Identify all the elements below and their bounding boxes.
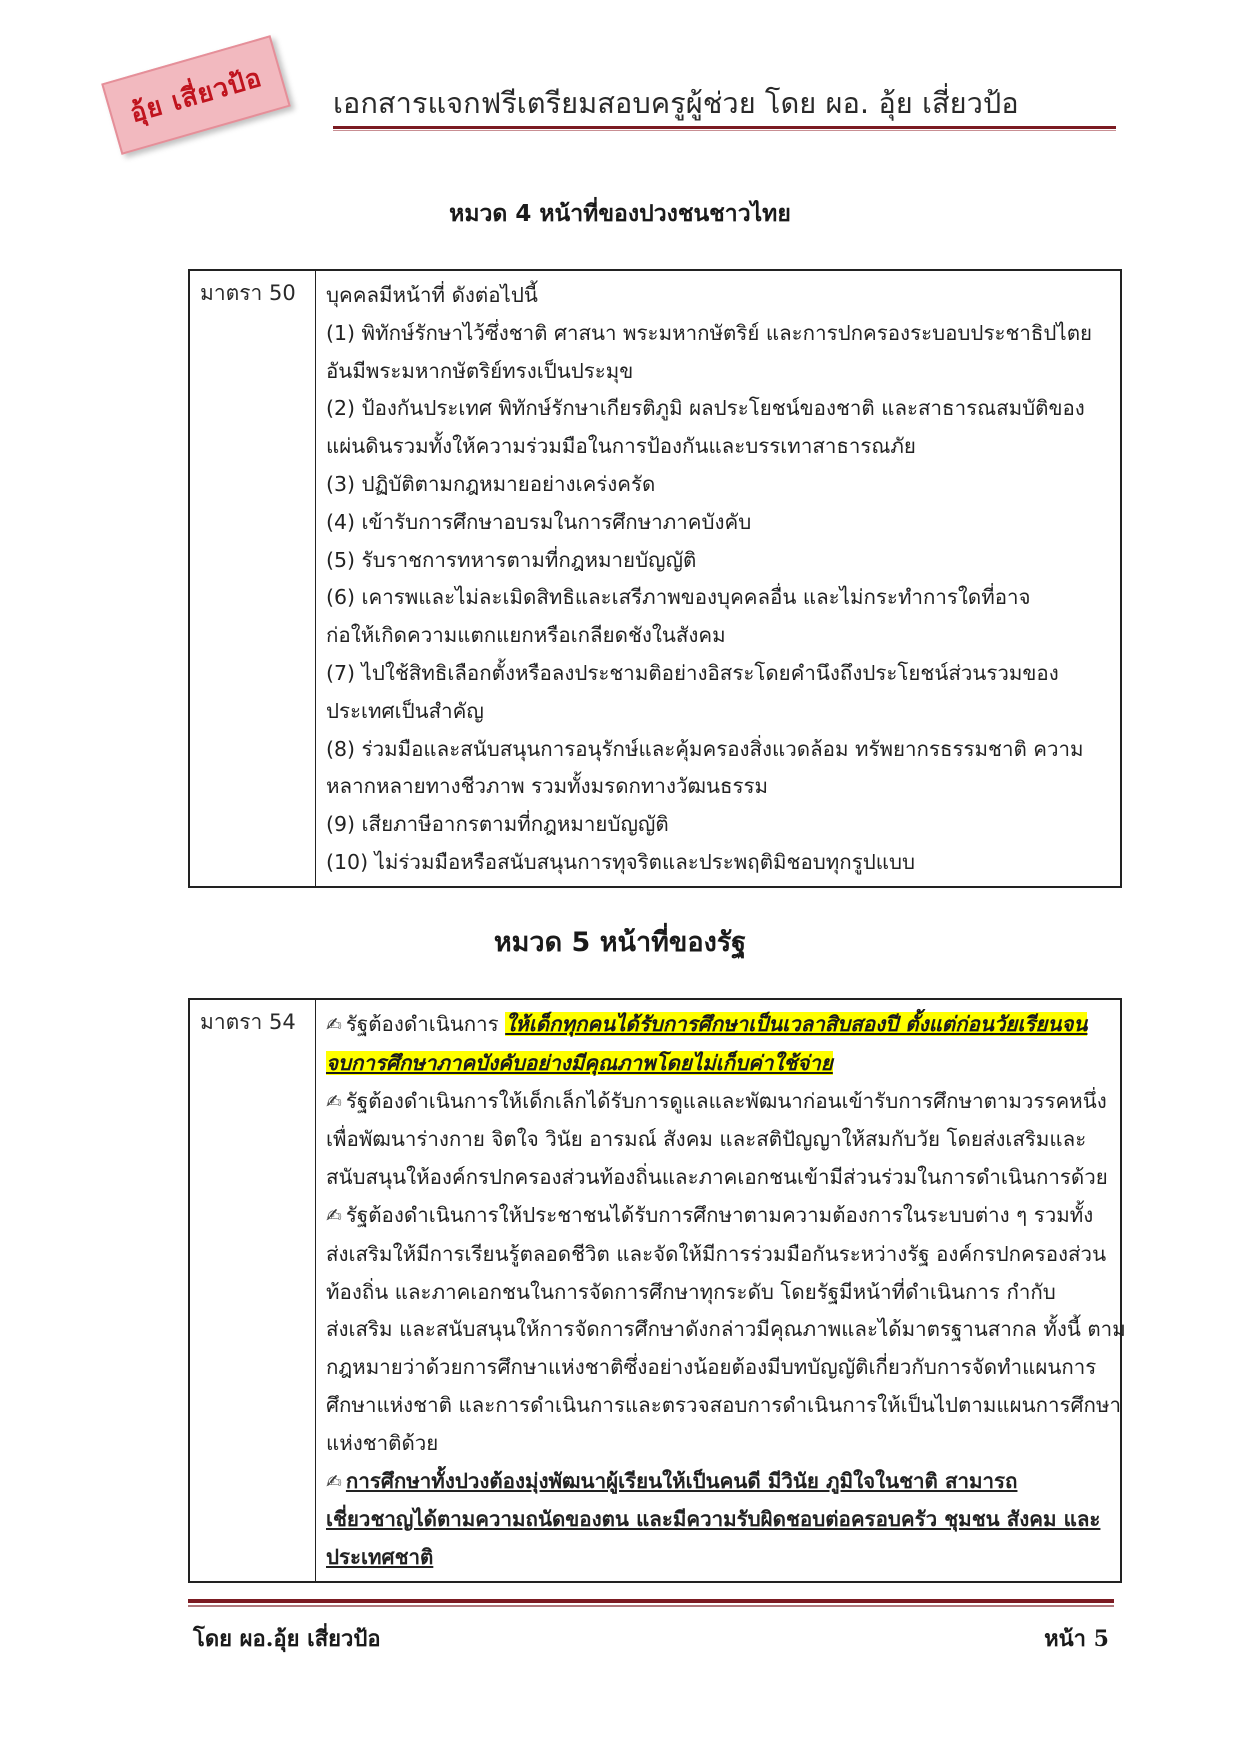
article-54-line: ส่งเสริมให้มีการเรียนรู้ตลอดชีวิต และจัดให้มีการร่วมมือกันระหว่างรัฐ องค์กรปกครองส่วน — [326, 1241, 1107, 1266]
article-54-text: รัฐต้องดำเนินการให้เด็กเล็กได้รับการดูแลและพัฒนาก่อนเข้ารับการศึกษาตามวรรคหนึ่ง — [345, 1088, 1107, 1113]
footer-rule-thin — [188, 1605, 1114, 1607]
article-54-emphasis: การศึกษาทั้งปวงต้องมุ่งพัฒนาผู้เรียนให้เป็นคนดี มีวินัย ภูมิใจในชาติ สามารถ — [345, 1468, 1018, 1493]
page-number: หน้า 5 — [1044, 1626, 1109, 1652]
pen-icon: ✍ — [326, 1204, 342, 1227]
footer-rule — [188, 1599, 1114, 1603]
stamp-logo — [101, 35, 291, 155]
article-50-line: อันมีพระมหากษัตริย์ทรงเป็นประมุข — [326, 358, 634, 383]
article-50-line: (3) ปฏิบัติตามกฎหมายอย่างเคร่งครัด — [326, 471, 656, 496]
article-50-line: (8) ร่วมมือและสนับสนุนการอนุรักษ์และคุ้มครองสิ่งแวดล้อม ทรัพยากรธรรมชาติ ความ — [326, 736, 1084, 761]
article-54-line — [326, 1197, 1110, 1236]
article-54-line — [326, 1463, 1110, 1502]
article-50-line: แผ่นดินรวมทั้งให้ความร่วมมือในการป้องกันและบรรเทาสาธารณภัย — [326, 434, 916, 459]
article-50-line: (5) รับราชการทหารตามที่กฎหมายบัญญัติ — [326, 547, 697, 572]
article-54-line: ส่งเสริม และสนับสนุนให้การจัดการศึกษาดังกล่าวมีคุณภาพและได้มาตรฐานสากล ทั้งนี้ ตาม — [326, 1317, 1126, 1342]
pen-icon: ✍ — [326, 1014, 342, 1036]
section-4-table — [188, 269, 1122, 888]
article-54-line: กฎหมายว่าด้วยการศึกษาแห่งชาติซึ่งอย่างน้อยต้องมีบทบัญญัติเกี่ยวกับการจัดทำแผนการ — [326, 1355, 1097, 1380]
article-54-body — [316, 999, 1126, 1582]
header-rule — [333, 126, 1116, 129]
section-5-table — [188, 998, 1126, 1583]
article-50-line: ก่อให้เกิดความแตกแยกหรือเกลียดชังในสังคม — [326, 623, 726, 648]
article-50-line: (1) พิทักษ์รักษาไว้ซึ่งชาติ ศาสนา พระมหากษัตริย์ และการปกครองระบอบประชาธิปไตย — [326, 320, 1093, 345]
article-54-line: เพื่อพัฒนาร่างกาย จิตใจ วินัย อารมณ์ สังคม และสติปัญญาให้สมกับวัย โดยส่งเสริมและ — [326, 1127, 1087, 1152]
article-50-line: (9) เสียภาษีอากรตามที่กฎหมายบัญญัติ — [326, 812, 669, 837]
article-54-line — [326, 1006, 1110, 1045]
article-54-line — [326, 1045, 1110, 1083]
article-54-line: เชี่ยวชาญได้ตามความถนัดของตน และมีความรับผิดชอบต่อครอบครัว ชุมชน สังคม และ — [326, 1507, 1101, 1532]
article-54-line: ศึกษาแห่งชาติ และการดำเนินการและตรวจสอบการดำเนินการให้เป็นไปตามแผนการศึกษา — [326, 1392, 1121, 1417]
article-50-line: (7) ไปใช้สิทธิเลือกตั้งหรือลงประชามติอย่างอิสระโดยคำนึงถึงประโยชน์ส่วนรวมของ — [326, 660, 1059, 685]
article-54-line — [326, 1083, 1110, 1122]
article-50-line: (4) เข้ารับการศึกษาอบรมในการศึกษาภาคบังคับ — [326, 509, 752, 534]
highlighted-text: ให้เด็กทุกคนได้รับการศึกษาเป็นเวลาสิบสองปี ตั้งแต่ก่อนวัยเรียนจน — [505, 1012, 1088, 1036]
article-50-line: ประเทศเป็นสำคัญ — [326, 698, 484, 723]
highlighted-text: จบการศึกษาภาคบังคับอย่างมีคุณภาพโดยไม่เก็บค่าใช้จ่าย — [326, 1050, 833, 1075]
article-50-line: บุคคลมีหน้าที่ ดังต่อไปนี้ — [326, 283, 538, 307]
article-54-line: แห่งชาติด้วย — [326, 1430, 439, 1455]
article-54-line: สนับสนุนให้องค์กรปกครองส่วนท้องถิ่นและภาคเอกชนเข้ามีส่วนร่วมในการดำเนินการด้วย — [326, 1165, 1108, 1190]
article-50-line: หลากหลายทางชีวภาพ รวมทั้งมรดกทางวัฒนธรรม — [326, 774, 769, 799]
section-5-title: หมวด 5 หน้าที่ของรัฐ — [493, 927, 747, 958]
article-50-body — [316, 270, 1122, 887]
article-50-line: (6) เคารพและไม่ละเมิดสิทธิและเสรีภาพของบุคคลอื่น และไม่กระทำการใดที่อาจ — [326, 585, 1031, 610]
header-title: เอกสารแจกฟรีเตรียมสอบครูผู้ช่วย โดย ผอ. อุ้ย เสี่ยวป้อ — [333, 86, 1019, 120]
footer-author: โดย ผอ.อุ้ย เสี่ยวป้อ — [193, 1626, 381, 1652]
article-50-line: (2) ป้องกันประเทศ พิทักษ์รักษาเกียรติภูมิ ผลประโยชน์ของชาติ และสาธารณสมบัติของ — [326, 396, 1085, 421]
pen-icon: ✍ — [326, 1470, 342, 1493]
article-54-label: มาตรา 54 — [189, 999, 316, 1582]
article-54-line: ประเทศชาติ — [326, 1545, 434, 1570]
section-4-title: หมวด 4 หน้าที่ของปวงชนชาวไทย — [449, 201, 791, 227]
article-54-line: ท้องถิ่น และภาคเอกชนในการจัดการศึกษาทุกระดับ โดยรัฐมีหน้าที่ดำเนินการ กำกับ — [326, 1279, 1056, 1304]
header-rule-thin — [333, 130, 1116, 131]
stamp-text: อุ้ย เสี่ยวป้อ — [126, 62, 266, 129]
article-54-text: รัฐต้องดำเนินการให้ประชาชนได้รับการศึกษาตามความต้องการในระบบต่าง ๆ รวมทั้ง — [345, 1202, 1094, 1227]
article-50-label: มาตรา 50 — [189, 270, 316, 887]
pen-icon: ✍ — [326, 1090, 342, 1113]
article-50-line: (10) ไม่ร่วมมือหรือสนับสนุนการทุจริตและประพฤติมิชอบทุกรูปแบบ — [326, 849, 915, 874]
article-54-lead: รัฐต้องดำเนินการ — [345, 1012, 506, 1036]
